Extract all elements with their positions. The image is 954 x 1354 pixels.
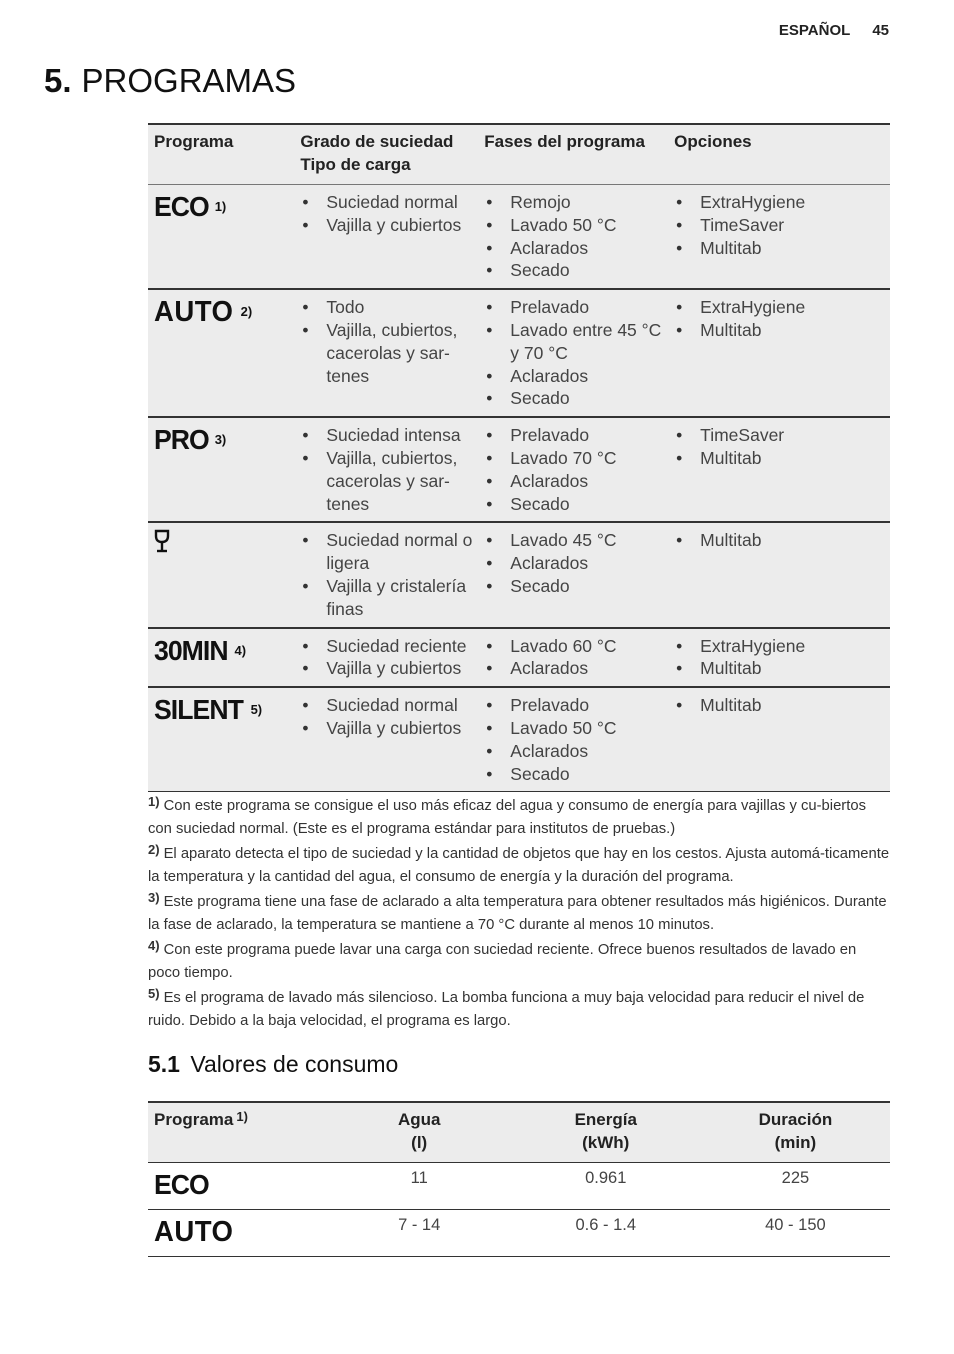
list-item: • Todo	[300, 296, 472, 319]
list-item: • Secado	[484, 387, 662, 410]
phases-list	[484, 529, 662, 597]
list-item: • Vajilla y cristalería finas	[300, 575, 472, 621]
programs-table	[148, 123, 890, 792]
program-cell	[148, 1210, 328, 1257]
options-list	[674, 296, 884, 342]
table-row	[148, 417, 890, 522]
soil-list	[300, 694, 472, 740]
duration-cell: 225	[781, 1169, 810, 1187]
table-row	[148, 289, 890, 417]
list-item: • Multitab	[674, 237, 884, 260]
list-item: • ExtraHygiene	[674, 296, 884, 319]
list-item: • Aclarados	[484, 365, 662, 388]
list-item: • Lavado entre 45 °C y 70 °C	[484, 319, 662, 365]
list-item: • TimeSaver	[674, 214, 884, 237]
soil-cell	[294, 185, 478, 290]
program-cell	[148, 417, 294, 522]
list-item: • TimeSaver	[674, 424, 884, 447]
energy-cell: 0.961	[585, 1169, 627, 1187]
phases-list	[484, 694, 662, 785]
phases-cell	[478, 289, 668, 417]
col-energy	[511, 1102, 701, 1163]
list-item: • Multitab	[674, 529, 884, 552]
options-list	[674, 635, 884, 681]
options-cell	[668, 522, 890, 627]
program-cell	[148, 185, 294, 290]
list-item: • Aclarados	[484, 470, 662, 493]
list-item: • ExtraHygiene	[674, 191, 884, 214]
list-item: • ExtraHygiene	[674, 635, 884, 658]
table-row	[148, 628, 890, 688]
soil-cell	[294, 289, 478, 417]
phases-cell	[478, 417, 668, 522]
soil-list	[300, 424, 472, 515]
program-cell	[148, 289, 294, 417]
soil-list	[300, 529, 472, 620]
list-item: • Lavado 50 °C	[484, 214, 662, 237]
consumption-table	[148, 1101, 890, 1257]
program-name: ECO	[154, 191, 209, 222]
page-number: 45	[872, 22, 889, 39]
soil-list	[300, 191, 472, 237]
footnote-mark: 3)	[148, 890, 160, 905]
table-header-row	[148, 124, 890, 185]
col-program: Programa	[154, 132, 234, 151]
col-phases: Fases del programa	[484, 132, 645, 151]
program-cell	[148, 628, 294, 688]
footnote-text: Este programa tiene una fase de aclarado a alta temperatura para obtener resultados más higiénicos. Durante la fase de aclarado, la temperatura se mantiene a 70 °C durante al menos 10 minutos.	[148, 894, 887, 933]
list-item: • Suciedad reciente	[300, 635, 472, 658]
table-header-row	[148, 1102, 890, 1163]
list-item: • Suciedad normal o ligera	[300, 529, 472, 575]
program-cell	[148, 522, 294, 627]
program-name: AUTO	[154, 296, 234, 329]
list-item: • Aclarados	[484, 657, 662, 680]
soil-cell	[294, 628, 478, 688]
phases-list	[484, 191, 662, 282]
list-item: • Vajilla y cubiertos	[300, 214, 472, 237]
table-row	[148, 1210, 890, 1257]
soil-cell	[294, 522, 478, 627]
list-item: • Multitab	[674, 447, 884, 470]
footnote-ref: 1)	[214, 199, 227, 214]
options-list	[674, 529, 884, 552]
footnote-text: Con este programa puede lavar una carga con suciedad reciente. Ofrece buenos resultados de lavado en poco tiempo.	[148, 942, 857, 981]
col-water-label: Agua	[397, 1110, 441, 1129]
col-soil-line2: Tipo de carga	[300, 155, 411, 174]
phases-cell	[478, 687, 668, 792]
col-duration-label: Duración	[758, 1110, 833, 1129]
footnote-ref: 4)	[234, 642, 247, 658]
footnote	[148, 843, 890, 888]
soil-list	[300, 296, 472, 387]
program-name: PRO	[154, 424, 209, 456]
footnote-mark: 2)	[148, 842, 160, 857]
list-item: • Multitab	[674, 694, 884, 717]
list-item: • Secado	[484, 575, 662, 598]
col-energy-unit: (kWh)	[582, 1133, 630, 1152]
col-soil-line1: Grado de suciedad	[300, 132, 454, 151]
soil-cell	[294, 417, 478, 522]
col-duration	[701, 1102, 890, 1163]
phases-list	[484, 635, 662, 681]
page-header	[779, 22, 889, 39]
footnote	[148, 795, 890, 840]
list-item: • Aclarados	[484, 552, 662, 575]
section-title: PROGRAMAS	[81, 62, 297, 99]
footnote-ref: 1)	[236, 1109, 248, 1124]
footnote-ref: 2)	[240, 304, 253, 320]
subsection-text: Valores de consumo	[190, 1051, 399, 1077]
footnote-ref: 5)	[250, 702, 263, 718]
options-cell	[668, 628, 890, 688]
options-cell	[668, 185, 890, 290]
list-item: • Lavado 50 °C	[484, 717, 662, 740]
list-item: • Vajilla y cubiertos	[300, 717, 472, 740]
list-item: • Lavado 45 °C	[484, 529, 662, 552]
table-row	[148, 185, 890, 290]
water-cell: 11	[410, 1169, 428, 1187]
program-cell	[148, 687, 294, 792]
col-duration-unit: (min)	[774, 1133, 817, 1152]
phases-cell	[478, 185, 668, 290]
options-list	[674, 424, 884, 470]
list-item: • Multitab	[674, 319, 884, 342]
soil-cell	[294, 687, 478, 792]
list-item: • Suciedad normal	[300, 694, 472, 717]
options-list	[674, 694, 884, 717]
table-row	[148, 1163, 890, 1210]
wine-glass-icon	[154, 529, 170, 553]
section-label: ESPAÑOL	[778, 22, 851, 39]
program-name: ECO	[154, 1169, 209, 1200]
list-item: • Suciedad intensa	[300, 424, 472, 447]
table-row	[148, 522, 890, 627]
list-item: • Secado	[484, 259, 662, 282]
list-item: • Remojo	[484, 191, 662, 214]
col-program	[148, 1102, 328, 1163]
list-item: • Multitab	[674, 657, 884, 680]
list-item: • Vajilla, cubiertos, cacerolas y sar-tenes	[300, 319, 472, 387]
col-energy-label: Energía	[574, 1110, 637, 1129]
program-name: 30MIN	[154, 634, 228, 666]
list-item: • Suciedad normal	[300, 191, 472, 214]
col-options: Opciones	[674, 132, 752, 151]
col-soil	[294, 124, 478, 185]
list-item: • Secado	[484, 763, 662, 786]
duration-cell: 40 - 150	[765, 1216, 826, 1234]
footnote-text: Es el programa de lavado más silencioso. La bomba funciona a muy baja velocidad para reducir el nivel de ruido. Debido a la baja velocidad, el programa es largo.	[148, 990, 865, 1029]
phases-cell	[478, 628, 668, 688]
subsection-title	[148, 1051, 398, 1078]
footnote	[148, 987, 890, 1032]
phases-list	[484, 424, 662, 515]
section-number: 5.	[44, 62, 72, 99]
options-cell	[668, 289, 890, 417]
footnotes	[148, 795, 890, 1035]
list-item: • Vajilla, cubiertos, cacerolas y sar-tenes	[300, 447, 472, 515]
footnote-text: El aparato detecta el tipo de suciedad y la cantidad de objetos que hay en los cestos. Ajusta automá-ticamente la temperatura y la cantidad del agua, el consumo de energía y la duración del programa.	[148, 846, 890, 885]
list-item: • Secado	[484, 493, 662, 516]
footnote-text: Con este programa se consigue el uso más eficaz del agua y consumo de energía para vajillas y cu-biertos con suciedad normal. (Este es el programa estándar para institutos de pruebas.)	[148, 798, 866, 837]
list-item: • Vajilla y cubiertos	[300, 657, 472, 680]
list-item: • Lavado 70 °C	[484, 447, 662, 470]
list-item: • Lavado 60 °C	[484, 635, 662, 658]
col-water	[328, 1102, 511, 1163]
program-name: SILENT	[154, 694, 243, 726]
footnote-ref: 3)	[214, 432, 227, 448]
list-item: • Prelavado	[484, 424, 662, 447]
soil-list	[300, 635, 472, 681]
footnote-mark: 5)	[148, 986, 160, 1001]
program-cell	[148, 1163, 328, 1210]
list-item: • Aclarados	[484, 237, 662, 260]
page-title	[44, 62, 296, 100]
water-cell: 7 - 14	[398, 1216, 441, 1234]
footnote-mark: 1)	[148, 794, 160, 809]
options-cell	[668, 417, 890, 522]
phases-cell	[478, 522, 668, 627]
phases-list	[484, 296, 662, 410]
list-item: • Prelavado	[484, 296, 662, 319]
col-water-unit: (l)	[411, 1133, 428, 1152]
footnote	[148, 939, 890, 984]
options-cell	[668, 687, 890, 792]
list-item: • Prelavado	[484, 694, 662, 717]
subsection-number: 5.1	[148, 1051, 180, 1077]
col-program-label: Programa	[154, 1110, 234, 1129]
table-row	[148, 687, 890, 792]
options-list	[674, 191, 884, 259]
program-name: AUTO	[154, 1216, 234, 1248]
footnote	[148, 891, 890, 936]
list-item: • Aclarados	[484, 740, 662, 763]
energy-cell: 0.6 - 1.4	[575, 1216, 637, 1234]
footnote-mark: 4)	[148, 938, 160, 953]
